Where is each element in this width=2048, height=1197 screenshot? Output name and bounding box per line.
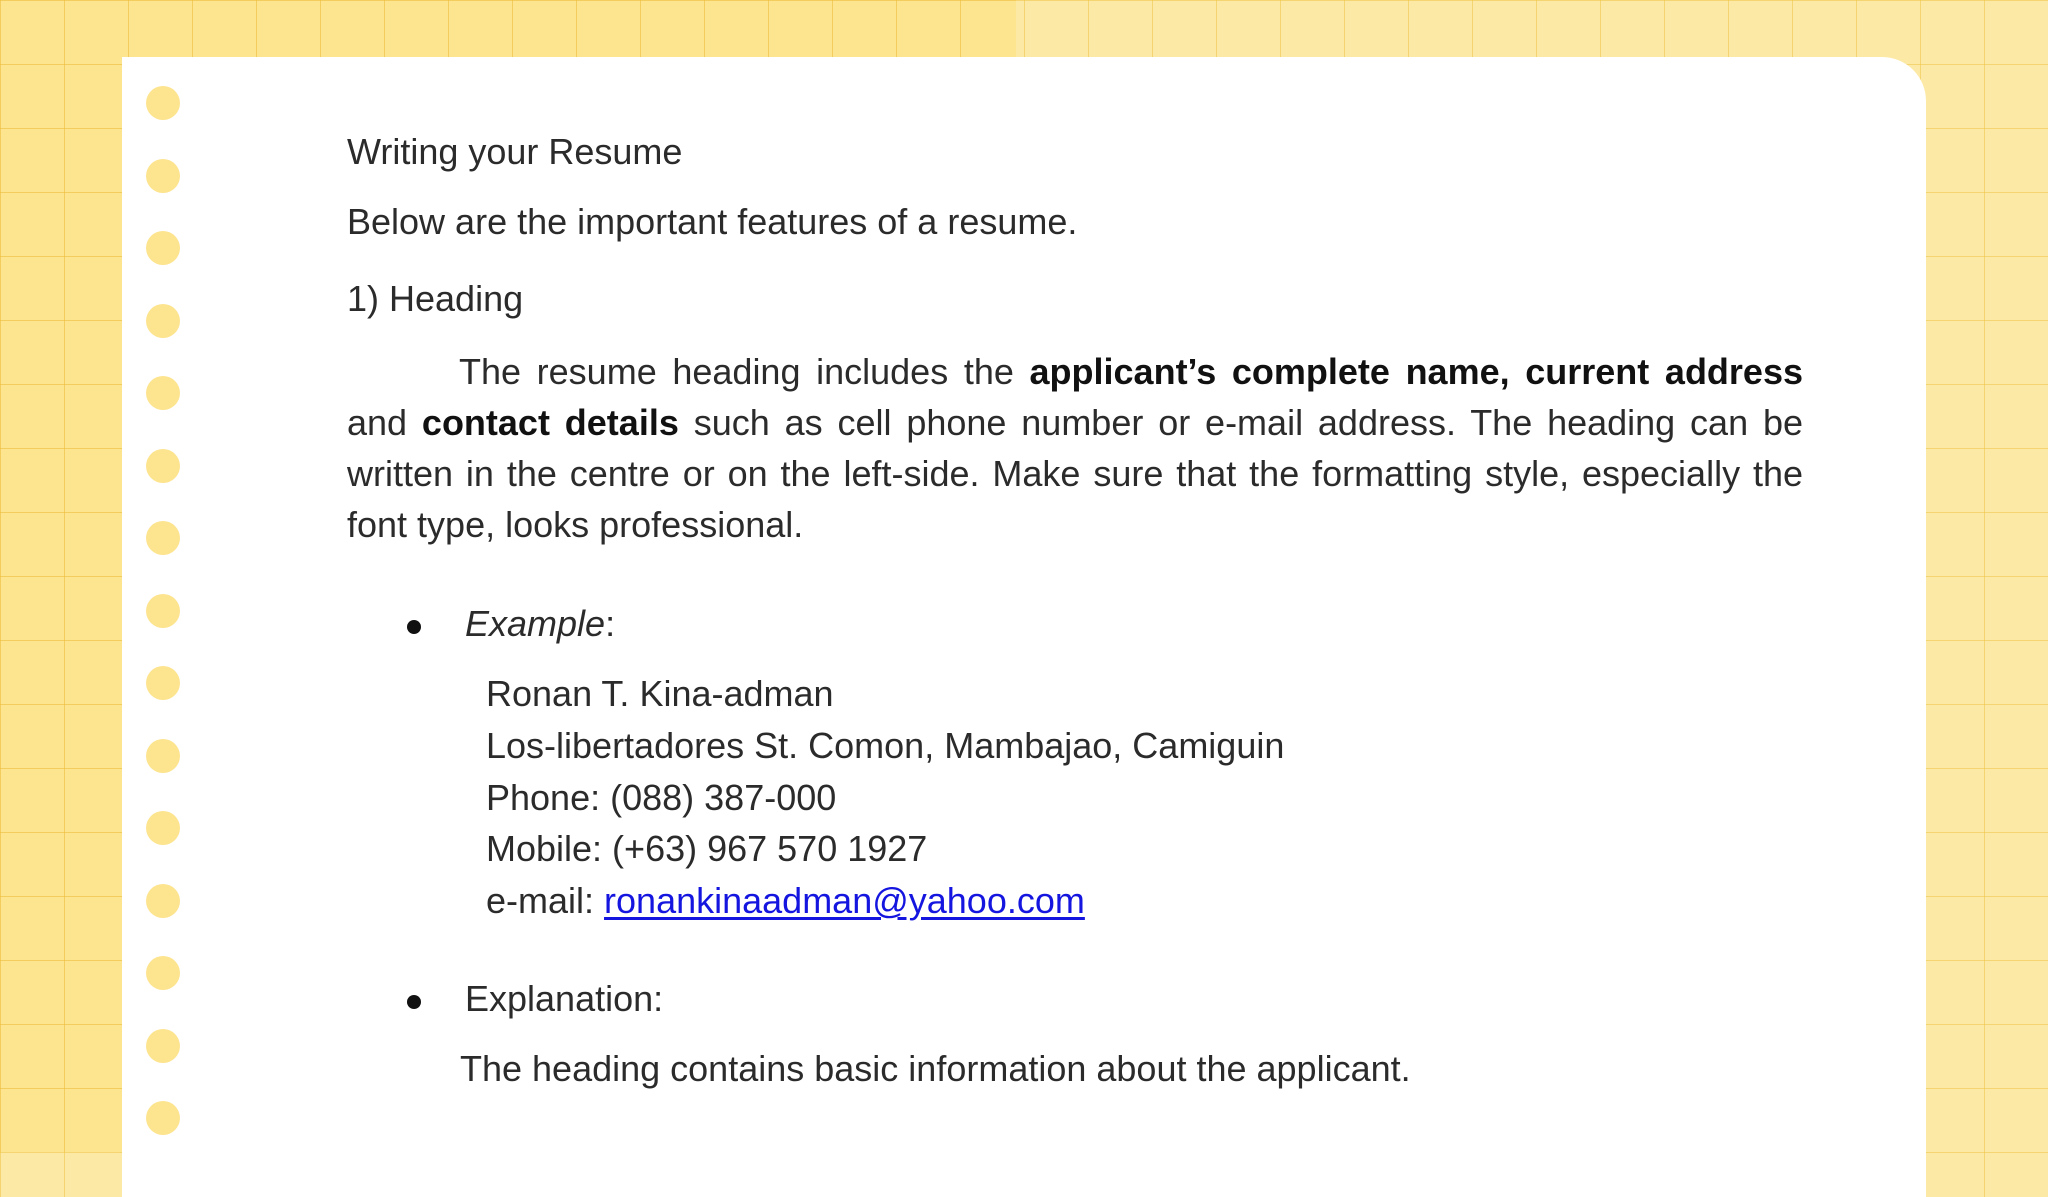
- section-heading: 1) Heading: [347, 278, 524, 319]
- binder-hole: [146, 1101, 180, 1135]
- binder-hole: [146, 521, 180, 555]
- binder-hole: [146, 231, 180, 265]
- example-address: Los-libertadores St. Comon, Mambajao, Camiguin: [486, 725, 1285, 766]
- paragraph-text: and: [347, 402, 422, 443]
- example-label: Example:: [465, 603, 616, 644]
- paragraph-bold-text: contact details: [421, 402, 679, 443]
- binder-hole: [146, 159, 180, 193]
- binder-hole: [146, 739, 180, 773]
- paragraph-text: The resume heading includes the: [459, 351, 1030, 392]
- example-email-row: [486, 875, 1085, 926]
- example-phone: Phone: (088) 387-000: [486, 777, 837, 818]
- explanation-label: Explanation:: [465, 978, 664, 1019]
- binder-hole: [146, 304, 180, 338]
- bullet-icon: [407, 620, 421, 634]
- binder-hole: [146, 376, 180, 410]
- binder-hole: [146, 811, 180, 845]
- example-email-link[interactable]: ronankinaadman@yahoo.com: [604, 880, 1085, 921]
- binder-holes: [146, 86, 180, 1174]
- binder-hole: [146, 86, 180, 120]
- binder-hole: [146, 1029, 180, 1063]
- binder-hole: [146, 884, 180, 918]
- bullet-icon: [407, 995, 421, 1009]
- example-name: Ronan T. Kina-adman: [486, 673, 834, 714]
- heading-description-paragraph: [347, 346, 1803, 550]
- binder-hole: [146, 956, 180, 990]
- binder-hole: [146, 594, 180, 628]
- explanation-text: The heading contains basic information about the applicant.: [460, 1048, 1411, 1089]
- document-title: Writing your Resume: [347, 131, 683, 172]
- binder-hole: [146, 449, 180, 483]
- intro-text: Below are the important features of a resume.: [347, 201, 1078, 242]
- paragraph-text: such as cell phone number or e-mail address. The heading can be written in the centre or on the left-side. Make sure that the formatting style, especially the font type, looks professional.: [347, 402, 1803, 545]
- binder-hole: [146, 666, 180, 700]
- example-mobile: Mobile: (+63) 967 570 1927: [486, 828, 928, 869]
- example-email-label: e-mail:: [486, 880, 605, 921]
- paragraph-bold-text: applicant’s complete name, current address: [1029, 351, 1803, 392]
